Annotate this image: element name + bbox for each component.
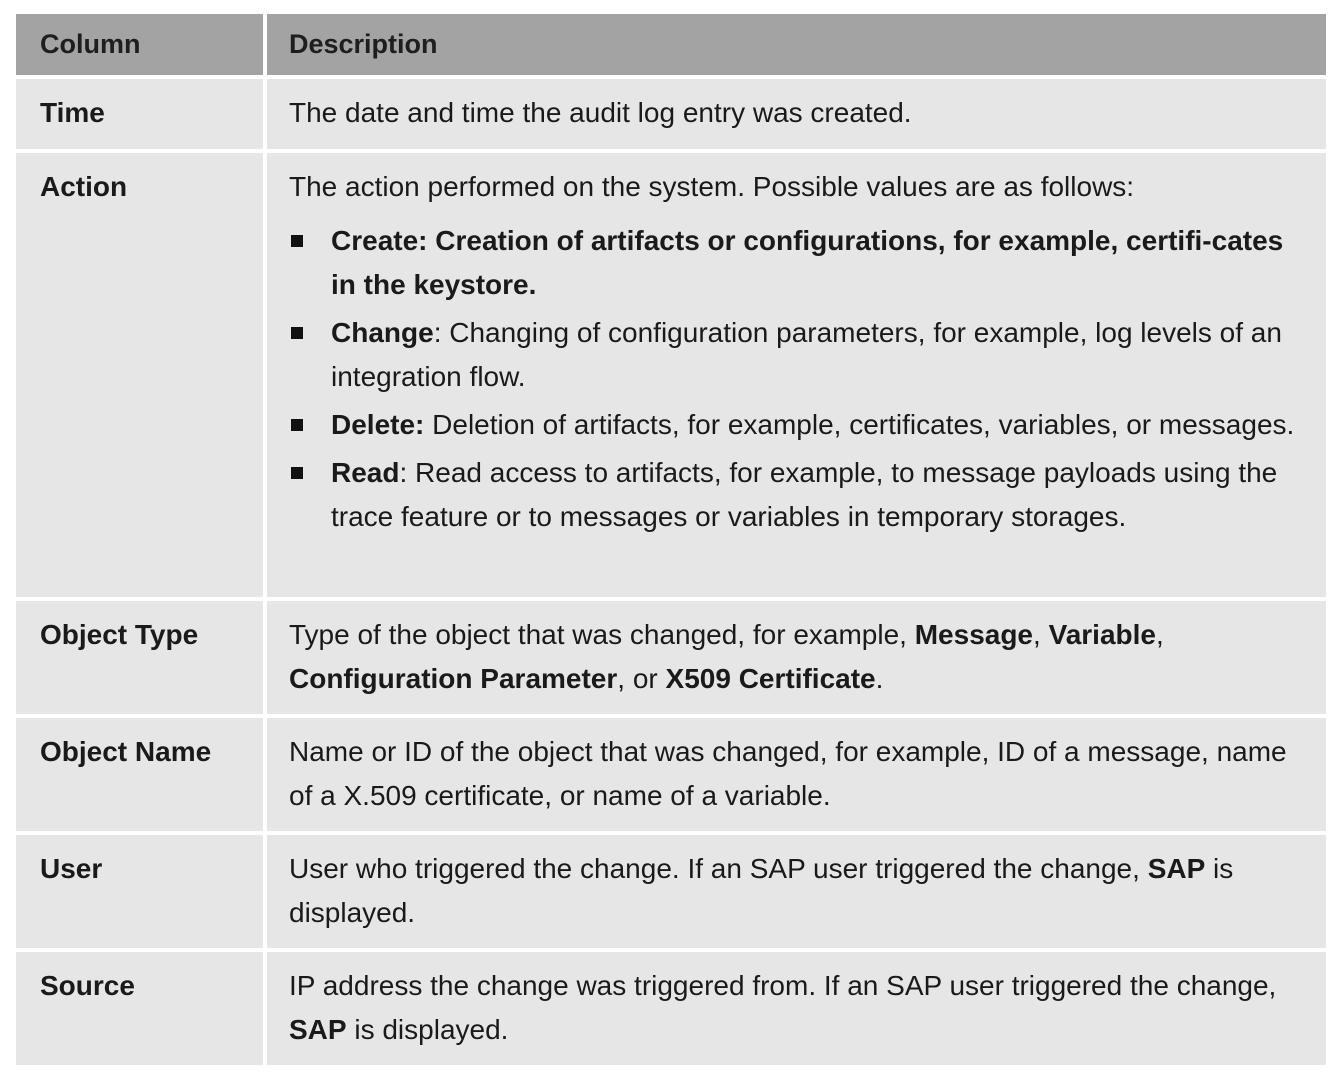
row-object-name-name xyxy=(16,718,263,831)
action-text: : Read access to artifacts, for example, to message payloads using the trace feature or to messages or variables in temporary storages. xyxy=(331,457,1278,532)
row-time-name xyxy=(16,79,263,149)
square-bullet-icon xyxy=(291,235,303,247)
action-text: Deletion of artifacts, for example, certificates, variables, or messages. xyxy=(424,409,1295,440)
square-bullet-icon xyxy=(291,327,303,339)
row-action-name xyxy=(16,153,263,597)
row-user-name xyxy=(16,835,263,948)
row-object-name-desc-text: Name or ID of the object that was changed, for example, ID of a message, name of a X.509 certificate, or name of a variable. xyxy=(289,736,1287,811)
desc-text: , xyxy=(1155,619,1164,650)
desc-text: is displayed. xyxy=(346,1014,509,1045)
action-text: Creation of artifacts or configurations, for example, certifi-cates in the keystore. xyxy=(331,225,1284,300)
row-action-intro: The action performed on the system. Possible values are as follows: xyxy=(289,171,1135,202)
action-term: Read xyxy=(331,457,400,488)
row-time-name-text: Time xyxy=(40,97,105,128)
desc-text: IP address the change was triggered from. If an SAP user triggered the change, xyxy=(289,970,1277,1001)
list-item xyxy=(289,403,1306,447)
row-time-desc xyxy=(267,79,1326,149)
row-object-name-desc xyxy=(267,718,1326,831)
term-message: Message xyxy=(914,619,1034,650)
row-object-type-name xyxy=(16,601,263,714)
header-column-label: Column xyxy=(40,29,141,59)
row-time-desc-text: The date and time the audit log entry was created. xyxy=(289,97,912,128)
desc-text: , or xyxy=(617,663,666,694)
audit-log-columns-table xyxy=(16,14,1326,1065)
square-bullet-icon xyxy=(291,419,303,431)
row-user-desc xyxy=(267,835,1326,948)
header-description xyxy=(267,14,1326,75)
header-description-label: Description xyxy=(289,29,438,59)
row-user-name-text: User xyxy=(40,853,103,884)
list-item xyxy=(289,451,1306,539)
row-source-desc xyxy=(267,952,1326,1065)
row-source-name xyxy=(16,952,263,1065)
term-variable: Variable xyxy=(1048,619,1156,650)
row-source-name-text: Source xyxy=(40,970,135,1001)
list-item xyxy=(289,311,1306,399)
header-column xyxy=(16,14,263,75)
term-sap: SAP xyxy=(1147,853,1206,884)
desc-text: . xyxy=(875,663,884,694)
desc-text: , xyxy=(1033,619,1049,650)
action-values-list xyxy=(289,219,1306,539)
square-bullet-icon xyxy=(291,467,303,479)
desc-text: Type of the object that was changed, for example, xyxy=(289,619,915,650)
term-configuration-parameter: Configuration Parameter xyxy=(289,663,618,694)
row-action-desc xyxy=(267,153,1326,597)
action-term: Delete: xyxy=(331,409,425,440)
row-action-name-text: Action xyxy=(40,171,128,202)
row-object-type-name-text: Object Type xyxy=(40,619,199,650)
row-object-name-name-text: Object Name xyxy=(40,736,212,767)
action-term: Create: xyxy=(331,225,428,256)
term-x509-certificate: X509 Certificate xyxy=(665,663,876,694)
term-sap: SAP xyxy=(289,1014,347,1045)
action-text: : Changing of configuration parameters, for example, log levels of an integration flow. xyxy=(331,317,1282,392)
desc-text: is displayed. xyxy=(289,853,1234,928)
list-item xyxy=(289,219,1306,307)
desc-text: User who triggered the change. If an SAP user triggered the change, xyxy=(289,853,1148,884)
action-term: Change xyxy=(331,317,434,348)
row-object-type-desc xyxy=(267,601,1326,714)
